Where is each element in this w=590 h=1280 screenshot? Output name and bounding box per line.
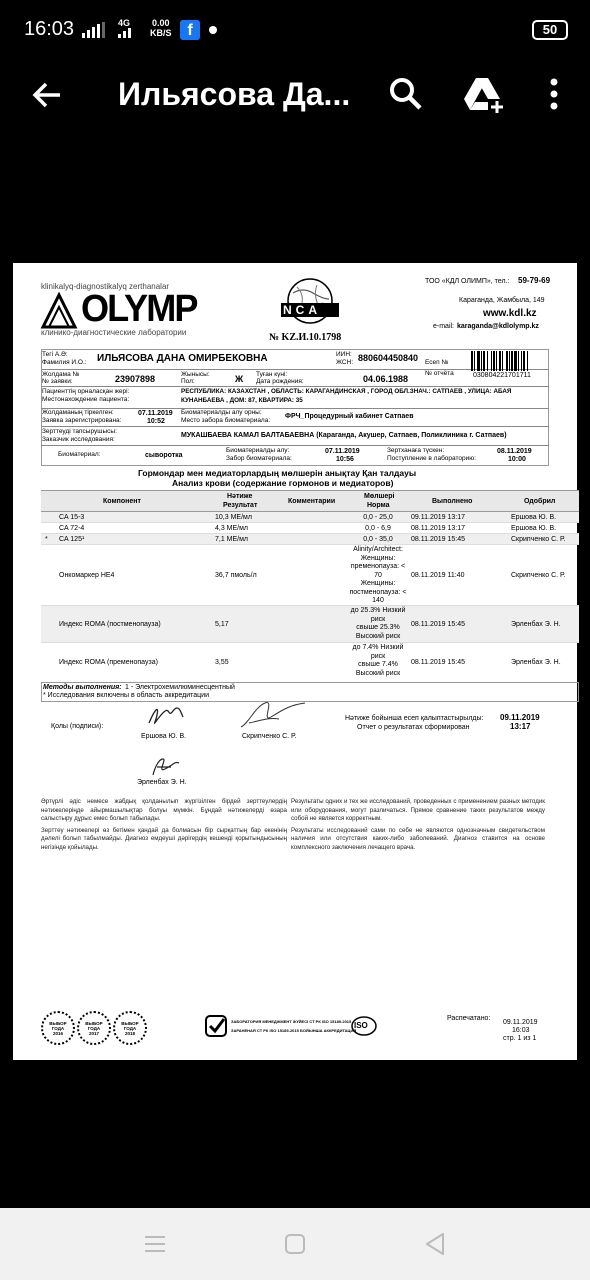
accreditation-note: * Исследования включены в область аккредитации: [43, 692, 209, 699]
award-badges: [41, 1011, 151, 1047]
nca-logo-text: NCA: [283, 303, 321, 317]
norm-line: 140: [372, 597, 384, 604]
table-row: [41, 534, 579, 545]
collection-place: ФРЧ_Процедурный кабинет Сатпаев: [285, 413, 414, 420]
accreditation-number: № KZ.И.10.1798: [269, 332, 342, 343]
more-options-icon[interactable]: [540, 76, 568, 112]
table-row: [41, 545, 579, 606]
patient-location-line2: КУНАНБАЕВА , ДОМ: 87, КВАРТИРА: 35: [181, 397, 303, 404]
recv-label-ru: Поступление в лабораторию:: [387, 455, 476, 462]
customer-name: МУКАШБАЕВА КАМАЛ БАЛТАБАЕВНА (Караганда, Акушер, Сатпаев, Поликлиника г. Сатпаев): [181, 432, 507, 439]
footer-management-kz: ЗАБОРАТОРИЯ МЕНЕДЖМЕНТ ЖҮЙЕСІ СТ РК ISO 15189-2015: [231, 1019, 352, 1024]
award-badge-text: ВЫБОР ГОДА 2017: [85, 1020, 103, 1036]
row-norm: [333, 525, 423, 534]
table-row: [41, 606, 579, 643]
award-badge-icon: [77, 1011, 111, 1045]
row-approved: Эрленбах Э. Н.: [511, 621, 561, 628]
disclaimer-ru-paragraph-1: Результаты одних и тех же исследований, проведенных с применением разных методик или оборудования, могут различаться. Прямое сравнение таких результатов между собой не является корректным.: [291, 798, 545, 822]
status-bar: [0, 0, 590, 60]
row-done: 08.11.2019 13:17: [411, 525, 465, 532]
checkmark-box-icon: [205, 1015, 227, 1037]
norm-line: Высокий риск: [355, 669, 401, 677]
row-component: CA 72-4: [59, 525, 85, 532]
norm-line: до 7.4% Низкий: [352, 644, 404, 651]
name-label-kz: Тегі А.Ә:: [42, 351, 68, 358]
search-icon[interactable]: [388, 76, 424, 112]
report-time: 13:17: [510, 722, 531, 731]
header-result-ru: Результат: [223, 502, 258, 509]
row-result: 3,55: [215, 659, 229, 666]
header-norm-ru: Норма: [367, 502, 390, 509]
disclaimer-kz-paragraph-2: Зерттеу нәтижелері өз бетімен қандай да болмасын бір сырқаттың бар екенінің дәлелі болып табылмайды. Диагноз емдеуші дәрігердің кешенді қорытындысының негізінде қойылады.: [41, 826, 287, 851]
network-speed: 0.00 KB/S: [150, 18, 172, 38]
row-result: 5,17: [215, 621, 229, 628]
company-address: Караганда, Жамбыла, 149: [459, 297, 545, 304]
disclaimer-kz-paragraph-1: Әртүрлі әдіс немесе жабдық қолданылып жүргізілген бірдей зерттеулердің нәтижелеріңде айырмашылықтар болуы мүмкін. Бұндай нәтижелерді өзара салыстыру дұрыс емес болып табылады.: [41, 798, 287, 822]
row-norm: [333, 546, 423, 606]
lab-tagline-ru: клинико-диагностические лаборатории: [41, 328, 187, 337]
biomaterial-label: Биоматериал:: [58, 451, 101, 458]
norm-line: свыше 25.3%: [356, 624, 400, 631]
place-label-ru: Место забора биоматериала:: [181, 417, 271, 424]
battery-icon: 50: [532, 20, 568, 40]
signal-icon: [82, 22, 106, 38]
barcode-number: 030804221701711: [473, 372, 531, 379]
row-approved: Ершова Ю. В.: [511, 525, 557, 532]
customer-label-ru: Заказчик исследования:: [42, 436, 115, 443]
norm-line: свыше 7.4%: [358, 661, 398, 668]
methods-label: Методы выполнения:: [43, 684, 122, 691]
bill-label-ru: № отчёта: [425, 370, 454, 377]
reg-label-ru: Заявка зарегистрирована:: [42, 417, 122, 424]
row-component: CA 125¹: [59, 536, 85, 543]
system-nav-bar: [0, 1208, 590, 1280]
page-number: стр. 1 из 1: [503, 1035, 537, 1042]
collect-time: 10:56: [336, 456, 354, 463]
signature-erlenbah: [147, 753, 183, 779]
add-to-drive-icon[interactable]: [464, 74, 504, 114]
award-badge-icon: [113, 1011, 147, 1045]
patient-dob: 04.06.1988: [363, 374, 409, 384]
facebook-icon: f: [180, 20, 200, 40]
norm-line: Женщины:: [360, 554, 396, 562]
award-badge-text: ВЫБОР ГОДА 2016: [49, 1020, 67, 1036]
table-row: [41, 523, 579, 534]
lab-logo-text: OLYMP: [81, 288, 197, 330]
row-approved: Скрипченко С. Р.: [511, 536, 566, 543]
row-done: 08.11.2019 15:45: [411, 659, 465, 666]
iso-text: ISO: [354, 1021, 368, 1030]
sex-label-kz: Жынысы:: [181, 371, 210, 378]
row-norm: [333, 514, 423, 523]
row-done: 09.11.2019 13:17: [411, 514, 465, 521]
reg-label-kz: Жолдаманың тіркелген:: [42, 409, 114, 416]
menu-icon[interactable]: [144, 1234, 166, 1254]
app-bar: [0, 60, 590, 130]
row-result: 7,1 МЕ/мл: [215, 536, 249, 543]
table-row: [41, 643, 579, 683]
signer3-name: Эрленбах Э. Н.: [137, 779, 187, 786]
dob-label-ru: Дата рождения:: [256, 378, 304, 385]
back-arrow-icon[interactable]: [30, 78, 64, 112]
email-label: e-mail:: [433, 323, 455, 330]
disclaimer-ru: [291, 798, 545, 852]
row-result: 4,3 МЕ/мл: [215, 525, 249, 532]
footer-management-ru: ЗАРАНЕНАЯ СТ РК ISO 15189-2015 БОЙЫНША АККРЕДИТАЦИЯ: [231, 1028, 357, 1033]
patient-name: ИЛЬЯСОВА ДАНА ОМИРБЕКОВНА: [97, 353, 268, 364]
sex-label-ru: Пол:: [181, 378, 195, 385]
bill-label-kz: Есеп №: [425, 359, 449, 366]
recv-label-kz: Зертханаға түскен:: [387, 447, 445, 454]
header-component: Компонент: [103, 498, 141, 505]
company-phone: 59-79-69: [518, 276, 551, 285]
customer-label-kz: Зерттеуді тапсырушысы:: [42, 428, 117, 435]
row-approved: Ершова Ю. В.: [511, 514, 557, 521]
company-email: karaganda@kdlolymp.kz: [457, 323, 539, 330]
biomaterial-value: сыворотка: [145, 452, 183, 459]
norm-line: Высокий риск: [355, 632, 401, 640]
reg-time: 10:52: [147, 418, 165, 425]
norm-line: постменопауза: <: [349, 588, 407, 596]
signer1-name: Ершова Ю. В.: [141, 733, 187, 740]
methods-value: 1 - Электрохемилюминесцентный: [125, 684, 235, 691]
reg-date: 07.11.2019: [138, 410, 173, 417]
row-result: 10,3 МЕ/мл: [215, 514, 252, 521]
row-component: Онкомаркер HE4: [59, 572, 115, 579]
norm-line: 0,0 - 6,9: [365, 525, 391, 532]
disclaimer-ru-paragraph-2: Результаты исследований сами по себе не являются однозначным свидетельством наличия или отсутствия каких-либо заболеваний. Диагноз ставится на основе комплексного заключения лечащего врача.: [291, 826, 545, 851]
lab-tagline-kz: klinikalyq-diagnostikalyq zerthanalar: [41, 282, 170, 291]
header-comments: Комментарии: [288, 498, 336, 505]
olymp-logo-icon: [39, 291, 79, 331]
order-label-kz: Жолдама №: [42, 371, 80, 378]
signature-skripchenko: [235, 699, 307, 733]
report-formed-kz: Нәтиже бойынша есеп қалыптастырылды:: [345, 715, 484, 722]
signatures-label: Қолы (подписи):: [51, 723, 104, 730]
printed-label: Распечатано:: [447, 1015, 491, 1022]
notification-dot-icon: [209, 26, 217, 34]
header-approved: Одобрил: [524, 498, 556, 505]
award-badge-text: ВЫБОР ГОДА 2018: [121, 1020, 139, 1036]
row-approved: Скрипченко С. Р.: [511, 572, 566, 579]
signature-ershova: [145, 701, 185, 731]
back-icon[interactable]: [424, 1232, 446, 1256]
row-component: CA 15-3: [59, 514, 85, 521]
patient-sex: Ж: [235, 374, 244, 384]
recv-time: 10:00: [508, 456, 526, 463]
award-badge-icon: [41, 1011, 75, 1045]
company-website: www.kdl.kz: [483, 308, 537, 319]
document-title: Ильясова Да...: [118, 76, 351, 112]
norm-line: до 25.3% Низкий: [350, 607, 406, 614]
row-approved: Эрленбах Э. Н.: [511, 659, 561, 666]
analysis-title-ru: Анализ крови (содержание гормонов и медиаторов): [172, 478, 394, 488]
printed-time: 16:03: [512, 1027, 530, 1034]
row-norm: [333, 607, 423, 641]
results-table: [41, 490, 579, 677]
norm-line: пременопауза: <: [350, 563, 406, 570]
norm-line: Alinity/Architect:: [353, 546, 403, 553]
norm-line: 0,0 - 25,0: [363, 514, 393, 521]
recv-date: 08.11.2019: [497, 448, 532, 455]
row-mark: *: [45, 536, 48, 543]
table-header: [41, 490, 579, 512]
report-formed-ru: Отчет о результатах сформирован: [357, 724, 470, 731]
name-label-ru: Фамилия И.О.:: [42, 359, 87, 366]
patient-location-line1: РЕСПУБЛИКА: КАЗАХСТАН , ОБЛАСТЬ: КАРАГАНДИНСКАЯ , ГОРОД ОБЛ.ЗНАЧ.: САТПАЕВ , УЛИЦА: АБАЯ: [181, 388, 512, 395]
barcode-icon: [469, 349, 549, 371]
row-done: 08.11.2019 15:45: [411, 536, 465, 543]
row-norm: [333, 644, 423, 678]
order-label-ru: № заявки:: [42, 378, 73, 385]
norm-line: 0,0 - 35,0: [363, 536, 393, 543]
status-time: 16:03: [24, 18, 75, 40]
iin-label-ru: ЖСН:: [336, 359, 354, 366]
norm-line: риск: [370, 652, 386, 660]
header-done: Выполнено: [432, 498, 473, 505]
document-page: [13, 263, 577, 1060]
signer2-name: Скрипченко С. Р.: [242, 733, 297, 740]
report-date: 09.11.2019: [500, 713, 540, 722]
home-icon[interactable]: [284, 1233, 306, 1255]
row-result: 36,7 пмоль/л: [215, 572, 257, 579]
table-row: [41, 512, 579, 523]
norm-line: 70: [374, 571, 382, 579]
row-component: Индекс ROMA (постменопауза): [59, 621, 161, 628]
norm-line: риск: [370, 615, 386, 623]
analysis-title-kz: Гормондар мен медиаторлардың мөлшерін анықтау Қан талдауы: [138, 468, 417, 478]
collect-label-ru: Забор биоматериала:: [226, 455, 292, 462]
row-component: Индекс ROMA (пременопауза): [59, 659, 158, 666]
place-label-kz: Биоматериалды алу орны:: [181, 409, 262, 416]
iin-label-kz: ИИН:: [336, 351, 352, 358]
header-norm-kz: Мөлшері: [364, 493, 395, 500]
order-number: 23907898: [115, 374, 156, 384]
dob-label-kz: Туған күні:: [256, 371, 288, 378]
printed-date: 09.11.2019: [503, 1019, 538, 1026]
norm-line: Женщины:: [360, 580, 396, 587]
company-name: ТОО «КДЛ ОЛИМП», тел.:: [425, 278, 510, 285]
header-result-kz: Нәтиже: [227, 493, 253, 500]
location-label-kz: Пациенттің орналасқан жері:: [42, 388, 130, 395]
patient-iin: 880604450840: [358, 353, 419, 363]
location-label-ru: Местонахождение пациента:: [42, 396, 130, 403]
disclaimer-kz: [41, 798, 287, 852]
collect-label-kz: Биоматериалды алу:: [226, 447, 290, 454]
network-type: 4G: [118, 18, 134, 40]
row-done: 08.11.2019 11:40: [411, 572, 465, 579]
row-done: 08.11.2019 15:45: [411, 621, 465, 628]
row-norm: [333, 536, 423, 545]
collect-date: 07.11.2019: [325, 448, 360, 455]
